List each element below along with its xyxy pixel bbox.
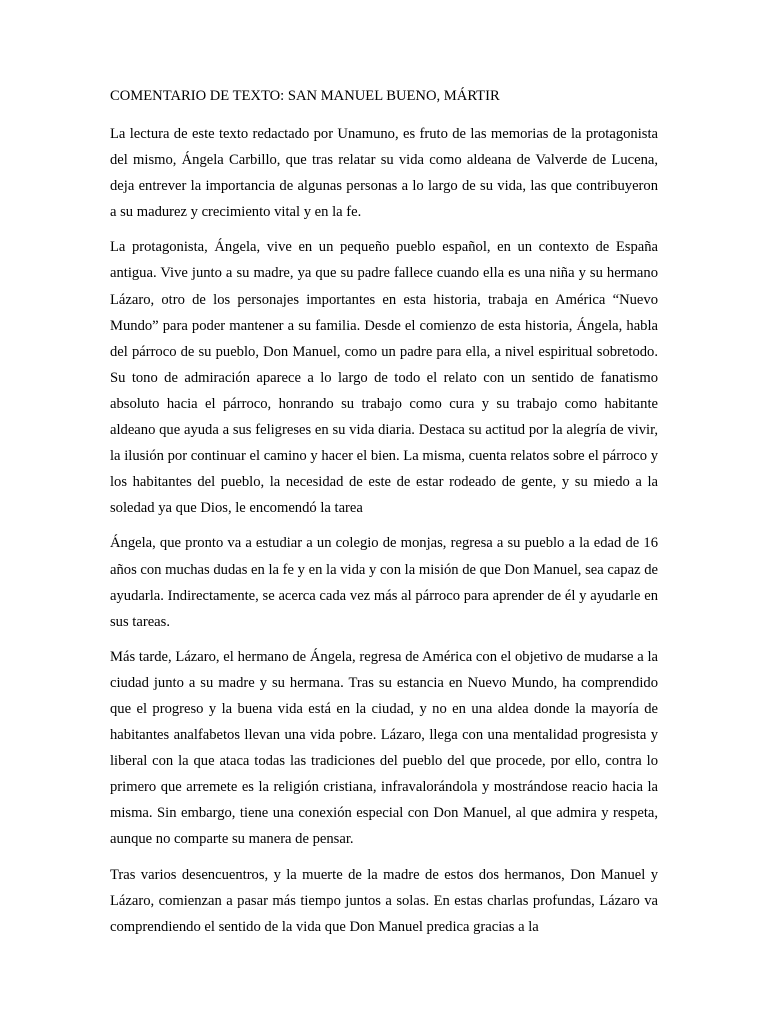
- paragraph-3: Ángela, que pronto va a estudiar a un colegio de monjas, regresa a su pueblo a la edad de 16 años con muchas dudas en la fe y en la vida y con la misión de que Don Manuel, sea capaz de ayudarla. Indirectamente, se acerca cada vez más al párroco para aprender de él y ayudarle en sus tareas.: [110, 535, 658, 630]
- paragraph-4: Más tarde, Lázaro, el hermano de Ángela, regresa de América con el objetivo de mudarse a la ciudad junto a su madre y su hermana. Tras su estancia en Nuevo Mundo, ha comprendido que el progreso y la buena vida está en la ciudad, y no en una aldea donde la mayoría de habitantes analfabetos llevan una vida pobre. Lázaro, llega con una mentalidad progresista y liberal con la que ataca todas las tradiciones del pueblo del que procede, por ello, contra lo primero que arremete es la religión cristiana, infravalorándola y mostrándose reacio hacia la misma. Sin embargo, tiene una conexión especial con Don Manuel, al que admira y respeta, aunque no comparte su manera de pensar.: [110, 648, 658, 848]
- document-title: COMENTARIO DE TEXTO: SAN MANUEL BUENO, MÁRTIR: [110, 88, 500, 104]
- paragraph-1: La lectura de este texto redactado por Unamuno, es fruto de las memorias de la protagonista del mismo, Ángela Carbillo, que tras relatar su vida como aldeana de Valverde de Lucena, deja entrever la importancia de algunas personas a lo largo de su vida, las que contribuyeron a su madurez y crecimiento vital y en la fe.: [110, 126, 658, 221]
- paragraph-2: La protagonista, Ángela, vive en un pequeño pueblo español, en un contexto de España antigua. Vive junto a su madre, ya que su padre fallece cuando ella es una niña y su hermano Lázaro, otro de los personajes importantes en esta historia, trabaja en América “Nuevo Mundo” para poder mantener a su familia. Desde el comienzo de esta historia, Ángela, habla del párroco de su pueblo, Don Manuel, como un padre para ella, a nivel espiritual sobretodo. Su tono de admiración aparece a lo largo de todo el relato con un sentido de fanatismo absoluto hacia el párroco, honrando su trabajo como cura y su trabajo como habitante aldeano que ayuda a sus feligreses en su vida diaria. Destaca su actitud por la alegría de vivir, la ilusión por continuar el camino y hacer el bien. La misma, cuenta relatos sobre el párroco y los habitantes del pueblo, la necesidad de este de estar rodeado de gente, y su miedo a la soledad ya que Dios, le encomendó la tarea: [110, 239, 658, 517]
- paragraph-5: Tras varios desencuentros, y la muerte de la madre de estos dos hermanos, Don Manuel y Lázaro, comienzan a pasar más tiempo juntos a solas. En estas charlas profundas, Lázaro va comprendiendo el sentido de la vida que Don Manuel predica gracias a la: [110, 866, 658, 935]
